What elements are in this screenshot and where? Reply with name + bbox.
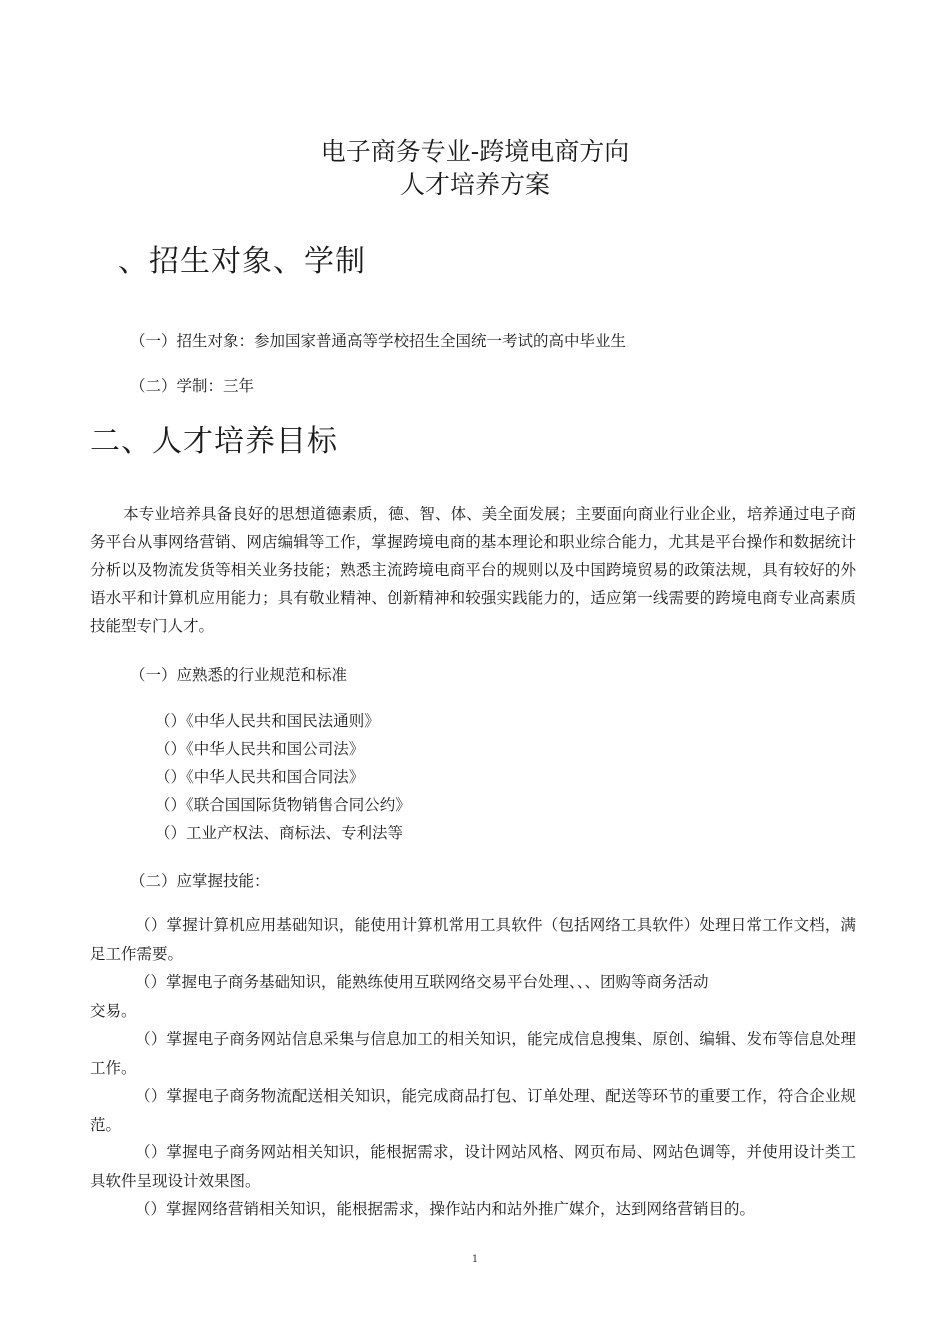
page-number: 1 [471, 1254, 479, 1265]
section1-item-duration: （二）学制：三年 [130, 377, 255, 395]
standard-list-item: （）工业产权法、商标法、专利法等 [155, 824, 404, 842]
section1-item-enrollment: （一）招生对象：参加国家普通高等学校招生全国统一考试的高中毕业生 [130, 332, 627, 350]
skill-item [90, 1082, 856, 1140]
section2-intro-paragraph [90, 500, 856, 640]
sub1-heading: （一）应熟悉的行业规范和标准 [130, 666, 348, 684]
skill-item [90, 1138, 856, 1196]
skill-item-text: （）掌握网络营销相关知识，能根据需求，操作站内和站外推广媒介，达到网络营销目的。 [135, 1200, 756, 1218]
standard-list-item: （）《中华人民共和国公司法》 [155, 740, 365, 758]
section2-intro-text: 本专业培养具备良好的思想道德素质，德、智、体、美全面发展；主要面向商业行业企业，培养通过电子商务平台从事网络营销、网店编辑等工作，掌握跨境电商的基本理论和职业综合能力，尤其是平台操作和数据统计分析以及物流发货等相关业务技能；熟悉主流跨境电商平台的规则以及中国跨境贸易的政策法规，具有较好的外语水平和计算机应用能力；具有敬业精神、创新精神和较强实践能力的，适应第一线需要的跨境电商专业高素质技能型专门人才。 [90, 505, 856, 635]
skill-item-text: （）掌握电子商务基础知识，能熟练使用互联网络交易平台处理、、、团购等商务活动 [135, 973, 709, 991]
skill-item-text: （）掌握电子商务网站相关知识，能根据需求，设计网站风格、网页布局、网站色调等，并使用设计类工具软件呈现设计效果图。 [90, 1143, 856, 1190]
standard-list-item: （）《联合国国际货物销售合同公约》 [155, 796, 411, 814]
standard-list-item: （）《中华人民共和国民法通则》 [155, 712, 380, 730]
skill-item-text: （）掌握计算机应用基础知识，能使用计算机常用工具软件（包括网络工具软件）处理日常工作文档，满足工作需要。 [90, 916, 856, 963]
skill-item-text: （）掌握电子商务物流配送相关知识，能完成商品打包、订单处理、配送等环节的重要工作，符合企业规范。 [90, 1087, 856, 1134]
skill-item [90, 911, 856, 969]
skill-item [90, 968, 856, 997]
section2-heading: 二、人才培养目标 [90, 424, 338, 459]
section1-heading: 、招生对象、学制 [118, 244, 366, 279]
standard-list-item: （）《中华人民共和国合同法》 [155, 768, 365, 786]
skill-item-continuation: 交易。 [90, 1002, 137, 1020]
skill-item [90, 1195, 856, 1224]
document-title-line1: 电子商务专业-跨境电商方向 [320, 137, 630, 166]
document-title-line2: 人才培养方案 [399, 170, 550, 199]
skill-item [90, 1025, 856, 1083]
sub2-heading: （二）应掌握技能： [130, 872, 270, 890]
skill-item-text: （）掌握电子商务网站信息采集与信息加工的相关知识，能完成信息搜集、原创、编辑、发布等信息处理工作。 [90, 1030, 856, 1077]
